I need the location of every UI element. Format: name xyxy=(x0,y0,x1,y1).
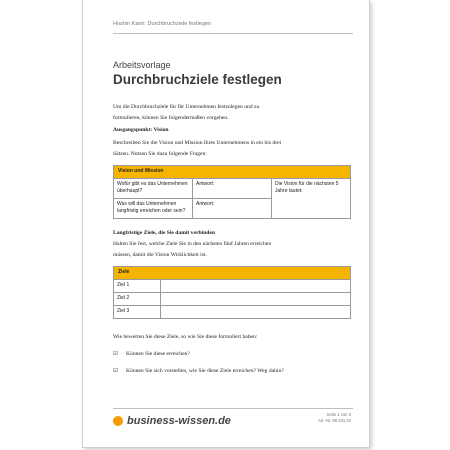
checkbox-icon[interactable]: ☑ xyxy=(113,368,119,374)
checklist-item xyxy=(113,367,284,375)
document-page xyxy=(82,0,370,448)
goal-input-2[interactable] xyxy=(161,293,351,306)
intro-paragraph xyxy=(113,102,353,123)
goal-label-3: Ziel 3 xyxy=(114,306,161,319)
goal-label-2: Ziel 2 xyxy=(114,293,161,306)
checklist-item-label: Können Sie diese erreichen? xyxy=(126,351,190,357)
goals-table xyxy=(113,266,351,319)
section1-heading: Ausgangspunkt: Vision xyxy=(113,127,169,133)
goal-input-3[interactable] xyxy=(161,306,351,319)
logo-text: business-wissen.de xyxy=(127,415,231,427)
article-number: Art.-Nr. 99.191.02 xyxy=(317,418,351,423)
intro-line-2: formulieren, können Sie folgendermaßen vorgehen. xyxy=(113,114,229,121)
checklist-item xyxy=(113,350,190,358)
table-row xyxy=(114,280,351,293)
section1-line-1: Beschreiben Sie die Vision und Mission Ihres Unternehmens in ein bis drei xyxy=(113,140,282,146)
logo-dot-icon xyxy=(113,416,123,426)
table-row xyxy=(114,293,351,306)
running-header: Hoshin Kanri: Durchbruchziele festlegen xyxy=(113,21,212,27)
section2-line-2: müssen, damit die Vision Wirklichkeit ist. xyxy=(113,251,207,258)
vision-statement-cell[interactable]: Die Vision für die nächsten 5 Jahre lautet: xyxy=(272,179,351,219)
section2-heading: Langfristige Ziele, die Sie damit verbinden xyxy=(113,230,215,236)
header-divider xyxy=(113,33,353,34)
goal-label-1: Ziel 1 xyxy=(114,280,161,293)
vision-answer-1[interactable]: Antwort: xyxy=(193,179,272,199)
footer-divider xyxy=(113,408,353,409)
footer-meta xyxy=(318,412,351,424)
vision-answer-2[interactable]: Antwort: xyxy=(193,199,272,219)
vision-table xyxy=(113,165,351,219)
vision-question-1: Wofür gibt es das Unternehmen überhaupt? xyxy=(114,179,193,199)
doc-title: Durchbruchziele festlegen xyxy=(113,72,282,87)
checkbox-icon[interactable]: ☑ xyxy=(113,351,119,357)
section2-paragraph xyxy=(113,239,353,260)
intro-line-1: Um die Durchbruchziele für Ihr Unternehmen festzulegen und zu xyxy=(113,104,260,110)
doc-subtitle: Arbeitsvorlage xyxy=(113,60,171,70)
vision-table-header: Vision und Mission xyxy=(114,166,351,179)
goal-input-1[interactable] xyxy=(161,280,351,293)
vision-question-2: Was will das Unternehmen langfristig erreichen oder sein? xyxy=(114,199,193,219)
page-number: Seite 1 von 3 xyxy=(326,412,351,417)
evaluate-text: Wie bewerten Sie diese Ziele, so wie Sie diese formuliert haben: xyxy=(113,334,258,340)
footer-logo xyxy=(113,415,231,427)
checklist-item-label: Können Sie sich vorstellen, wie Sie diese Ziele erreichen? Weg dahin? xyxy=(126,368,284,374)
table-row xyxy=(114,306,351,319)
goals-table-header: Ziele xyxy=(114,267,351,280)
section2-line-1: Halten Sie fest, welche Ziele Sie in den nächsten fünf Jahren erreichen xyxy=(113,241,272,247)
section1-line-2: Sätzen. Nutzen Sie dazu folgende Fragen: xyxy=(113,150,207,157)
section1-paragraph xyxy=(113,138,353,159)
